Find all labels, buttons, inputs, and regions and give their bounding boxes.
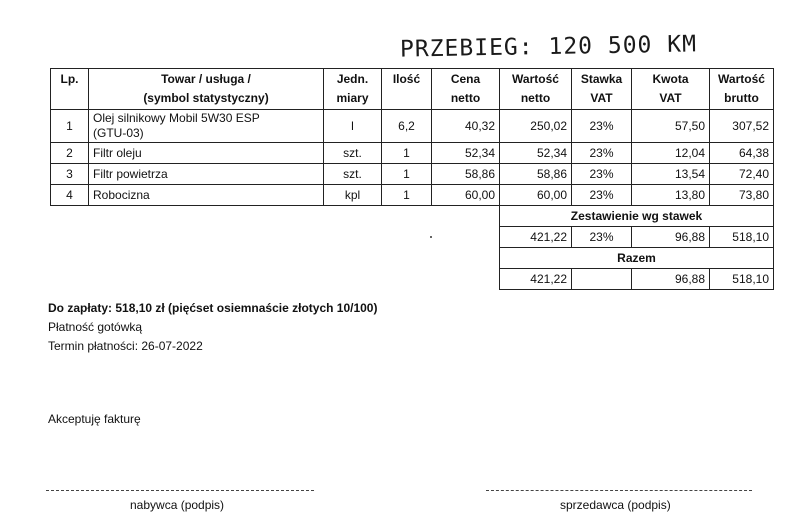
cell-unit: kpl [324, 185, 382, 206]
cell-lp: 2 [51, 143, 89, 164]
cell-vat: 13,80 [632, 185, 710, 206]
accept-invoice-text: Akceptuję fakturę [48, 412, 141, 426]
handwritten-mileage-note: PRZEBIEG: 120 500 KM [399, 31, 698, 63]
cell-gross: 72,40 [710, 164, 774, 185]
seller-signature-label: sprzedawca (podpis) [560, 498, 671, 512]
summary-rate-net: 421,22 [500, 227, 572, 248]
table-row [51, 110, 774, 143]
table-row [51, 185, 774, 206]
cell-name: Filtr oleju [89, 143, 324, 164]
summary-total-rate [572, 269, 632, 290]
cell-lp: 4 [51, 185, 89, 206]
cell-price: 60,00 [432, 185, 500, 206]
summary-total-gross: 518,10 [710, 269, 774, 290]
cell-net: 52,34 [500, 143, 572, 164]
cell-qty: 1 [382, 185, 432, 206]
cell-net: 250,02 [500, 110, 572, 143]
cell-rate: 23% [572, 143, 632, 164]
cell-qty: 1 [382, 143, 432, 164]
cell-rate: 23% [572, 185, 632, 206]
header-cena: Cena netto [432, 69, 500, 110]
summary-by-rate-title-row [51, 206, 774, 227]
payment-info [48, 299, 377, 356]
cell-vat: 57,50 [632, 110, 710, 143]
cell-net: 58,86 [500, 164, 572, 185]
cell-vat: 12,04 [632, 143, 710, 164]
header-wartosc-netto: Wartość netto [500, 69, 572, 110]
summary-rate-vat: 96,88 [632, 227, 710, 248]
amount-due: Do zapłaty: 518,10 zł (pięćset osiemnaście złotych 10/100) [48, 301, 378, 315]
header-wartosc-brutto: Wartość brutto [710, 69, 774, 110]
cell-unit: szt. [324, 143, 382, 164]
summary-total-row [51, 269, 774, 290]
payment-method: Płatność gotówką [48, 320, 143, 334]
table-row [51, 164, 774, 185]
summary-total-title: Razem [500, 248, 774, 269]
cell-unit: l [324, 110, 382, 143]
header-jedn: Jedn. miary [324, 69, 382, 110]
payment-due-date: Termin płatności: 26-07-2022 [48, 339, 203, 353]
cell-net: 60,00 [500, 185, 572, 206]
summary-by-rate-row [51, 227, 774, 248]
header-stawka: Stawka VAT [572, 69, 632, 110]
header-towar: Towar / usługa / (symbol statystyczny) [89, 69, 324, 110]
invoice-table [50, 68, 774, 290]
cell-price: 52,34 [432, 143, 500, 164]
cell-unit: szt. [324, 164, 382, 185]
buyer-signature-line [46, 490, 314, 491]
summary-total-net: 421,22 [500, 269, 572, 290]
cell-gross: 73,80 [710, 185, 774, 206]
cell-lp: 3 [51, 164, 89, 185]
cell-price: 40,32 [432, 110, 500, 143]
scan-speck [430, 236, 432, 238]
cell-qty: 6,2 [382, 110, 432, 143]
cell-gross: 307,52 [710, 110, 774, 143]
table-header-row [51, 69, 774, 110]
summary-rate-rate: 23% [572, 227, 632, 248]
cell-name: Olej silnikowy Mobil 5W30 ESP (GTU-03) [89, 110, 324, 143]
seller-signature-line [486, 490, 752, 491]
summary-total-title-row [51, 248, 774, 269]
header-ilosc: Ilość [382, 69, 432, 110]
cell-rate: 23% [572, 164, 632, 185]
cell-name: Robocizna [89, 185, 324, 206]
cell-vat: 13,54 [632, 164, 710, 185]
buyer-signature-label: nabywca (podpis) [130, 498, 225, 512]
cell-rate: 23% [572, 110, 632, 143]
header-kwota: Kwota VAT [632, 69, 710, 110]
cell-gross: 64,38 [710, 143, 774, 164]
table-row [51, 143, 774, 164]
cell-price: 58,86 [432, 164, 500, 185]
cell-lp: 1 [51, 110, 89, 143]
summary-rate-gross: 518,10 [710, 227, 774, 248]
summary-by-rate-title: Zestawienie wg stawek [500, 206, 774, 227]
cell-qty: 1 [382, 164, 432, 185]
cell-name: Filtr powietrza [89, 164, 324, 185]
summary-total-vat: 96,88 [632, 269, 710, 290]
header-lp: Lp. [51, 69, 89, 110]
